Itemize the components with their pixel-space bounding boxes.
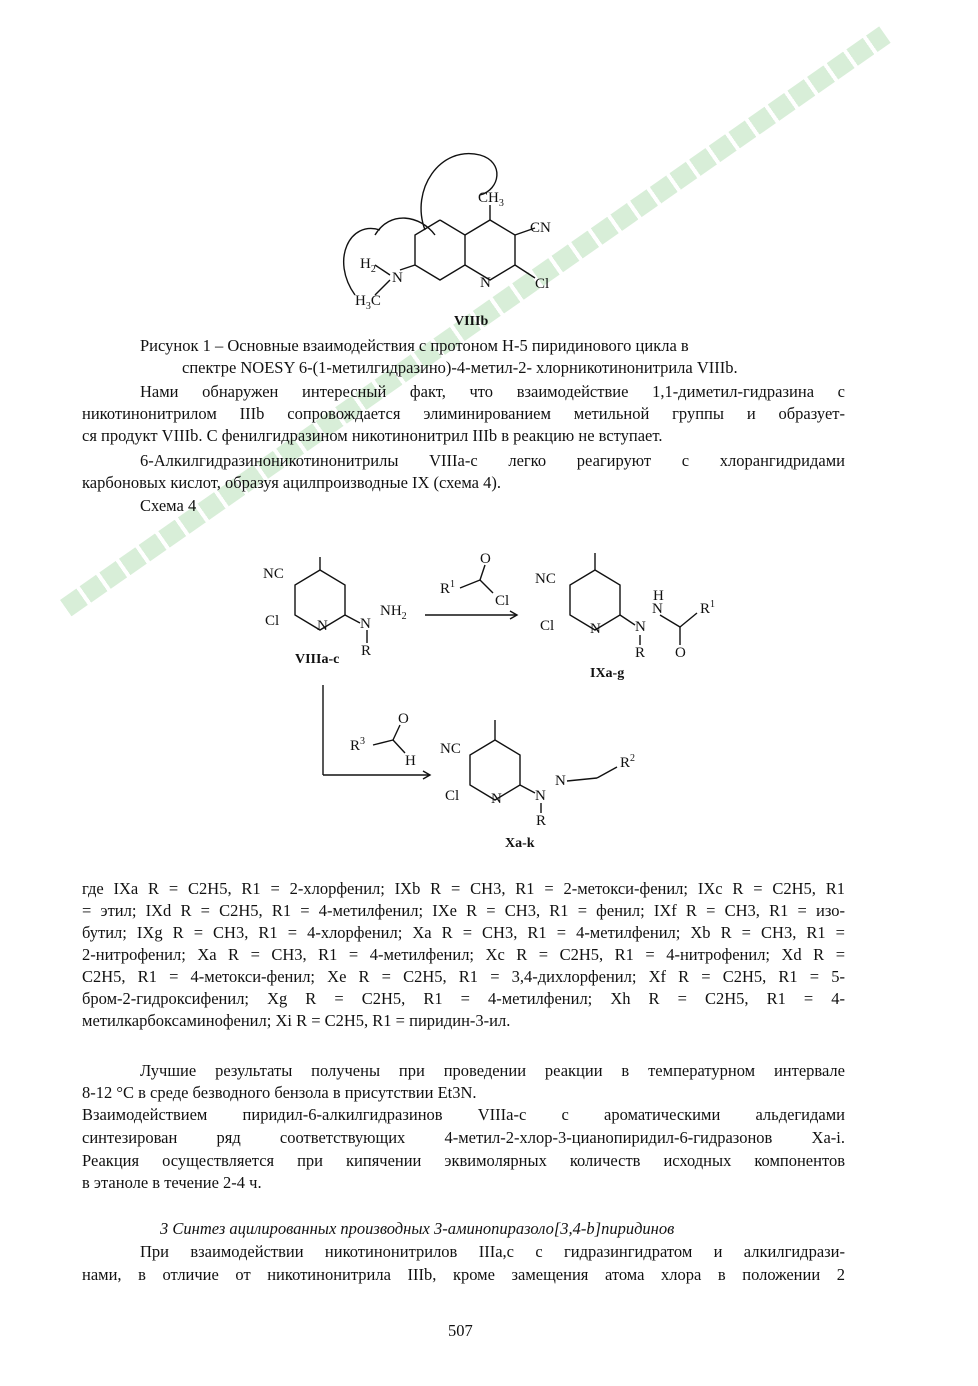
p2-r2: $R^2$ [620,753,636,771]
p2-line1: 6-Алкилгидразиноникотинонитрилы VIIIa-c легко реагируют с хлорангидридами [140,451,845,470]
reagent1-ccl [480,580,493,593]
bond-cl [515,265,535,278]
reagent1-co [480,565,485,580]
ring-left [415,220,465,280]
page-number: 507 [448,1321,473,1340]
p4-line2: нами, в отличие от никотинонитрила IIIb, кроме замещения атома хлора в положении 2 [82,1265,845,1284]
definitions-line2: = этил; IXd R = C2H5, R1 = 4-метилфенил; IXe R = CH3, R1 = фенил; IXf R = CH3, R1 = изо- [82,901,845,920]
figure1-label: VIIIb [454,314,489,329]
reagent2-h: H [405,753,416,769]
start-bond-n [345,615,360,623]
start-nh2: $NH_2$ [380,603,407,622]
p3-line1: Лучшие результаты получены при проведении реакции в температурном интервале [140,1061,845,1080]
ring-right [465,220,515,280]
atom-cl: Cl [535,276,550,292]
p3-line4: синтезирован ряд соответствующих 4-метил-2-хлор-3-цианопиридил-6-гидразонов Xa-i. [82,1128,845,1147]
p1-o: O [675,645,686,661]
reagent1-r: $R^1$ [440,579,456,597]
reagent1-cl: Cl [495,593,510,609]
p1-r: R [635,645,646,661]
definitions-line1: где IXa R = C2H5, R1 = 2-хлорфенил; IXb R = CH3, R1 = 2-метокси-фенил; IXc R = C2H5, R1 [82,879,845,898]
bond-nh2 [375,265,390,275]
p3-line3: Взаимодействием пиридил-6-алкилгидразинов VIIIa-c с ароматическими альдегидами [82,1105,845,1124]
start-nc: NC [263,566,284,582]
p2-bond-r2 [597,767,617,778]
figure1-caption-line2: спектре NOESY 6-(1-метилгидразино)-4-метил-2- хлорникотинонитрила VIIIb. [182,358,738,377]
p1-line3: ся продукт VIIIb. С фенилгидразином никотинонитрил IIIb в реакцию не вступает. [82,426,663,445]
atom-h2n: $H_2$ [360,256,376,275]
reagent2-bond [373,740,393,745]
reagent2-co [393,725,400,740]
p1-line2: никотинонитрилом IIIb сопровождается элиминированием метильной группы и образует- [82,404,845,423]
definitions-line7: метилкарбоксаминофенил; Xi R = C2H5, R1 = пиридин-3-ил. [82,1011,511,1030]
p2-line2: карбоновых кислот, образуя ацилпроизводные IX (схема 4). [82,473,501,492]
reagent1-bond [460,580,480,588]
p2-n1: N [535,788,546,804]
reagent1-o: O [480,551,491,567]
atom-n-ring: N [480,275,491,291]
p1-h: H [653,588,664,604]
product1-label: IXa-g [590,666,625,681]
p2-bond-n [520,785,535,793]
p1-n1: N [635,619,646,635]
scheme4 [255,545,735,855]
definitions-line4: 2-нитрофенил; Xa R = CH3, R1 = 4-метилфенил; Xc R = C2H5, R1 = 4-нитрофенил; Xd R = [82,945,845,964]
p2-n2: N [555,773,566,789]
start-n: N [360,616,371,632]
start-r: R [361,643,372,659]
p1-nh-n: N [652,601,663,617]
p3-line5: Реакция осуществляется при кипячении эквимолярных количеств исходных компонентов [82,1151,845,1170]
p2-n-ring: N [491,791,502,807]
product2-label: Xa-k [505,836,535,851]
start-label: VIIIa-c [295,652,340,667]
definitions-line3: бутил; IXg R = CH3, R1 = 4-хлорфенил; Xa R = CH3, R1 = 4-метилфенил; Xb R = CH3, R1 = [82,923,845,942]
p1-bond-co [660,615,680,627]
definitions-line5: C2H5, R1 = 4-метокси-фенил; Xe R = C2H5, R1 = 3,4-дихлорфенил; Xf R = C2H5, R1 = 5- [82,967,845,986]
scheme-title: Схема 4 [140,496,197,515]
atom-n-hyd: N [392,270,403,286]
reagent2-r: $R^3$ [350,736,366,754]
p3-line6: в этаноле в течение 2-4 ч. [82,1173,262,1192]
figure1-caption-line1: Рисунок 1 – Основные взаимодействия с протоном Н-5 пиридинового цикла в [140,336,689,355]
start-n-ring: N [317,618,328,634]
p2-r: R [536,813,547,829]
atom-h3c: $H_3C$ [355,293,381,312]
p1-r1: $R^1$ [700,599,716,617]
p1-cl: Cl [540,618,555,634]
atom-cn: CN [530,220,551,236]
figure1-structure [330,150,560,335]
p1-nc: NC [535,571,556,587]
noesy-arrow-nh2 [375,218,435,235]
reagent2-o: O [398,711,409,727]
p2-nc: NC [440,741,461,757]
p1-line1: Нами обнаружен интересный факт, что взаимодействие 1,1-диметил-гидразина с [140,382,845,401]
start-cl: Cl [265,613,280,629]
p3-line2: 8-12 °С в среде безводного бензола в присутствии Et3N. [82,1083,477,1102]
definitions-line6: бром-2-гидроксифенил; Xg R = C2H5, R1 = 4-метилфенил; Xh R = C2H5, R1 = 4- [82,989,845,1008]
reagent2-ch [393,740,405,753]
p2-cl: Cl [445,788,460,804]
p1-n-ring: N [590,621,601,637]
atom-ch3: $CH_3$ [478,190,504,209]
p2-double [567,778,597,781]
section-heading: 3 Синтез ацилированных производных 3-аминопиразоло[3,4-b]пиридинов [160,1219,675,1238]
p1-cr1 [680,613,697,627]
p4-line1: При взаимодействии никотинонитрилов IIIa,c с гидразингидратом и алкилгидрази- [140,1242,845,1261]
p1-bond-n [620,615,635,625]
